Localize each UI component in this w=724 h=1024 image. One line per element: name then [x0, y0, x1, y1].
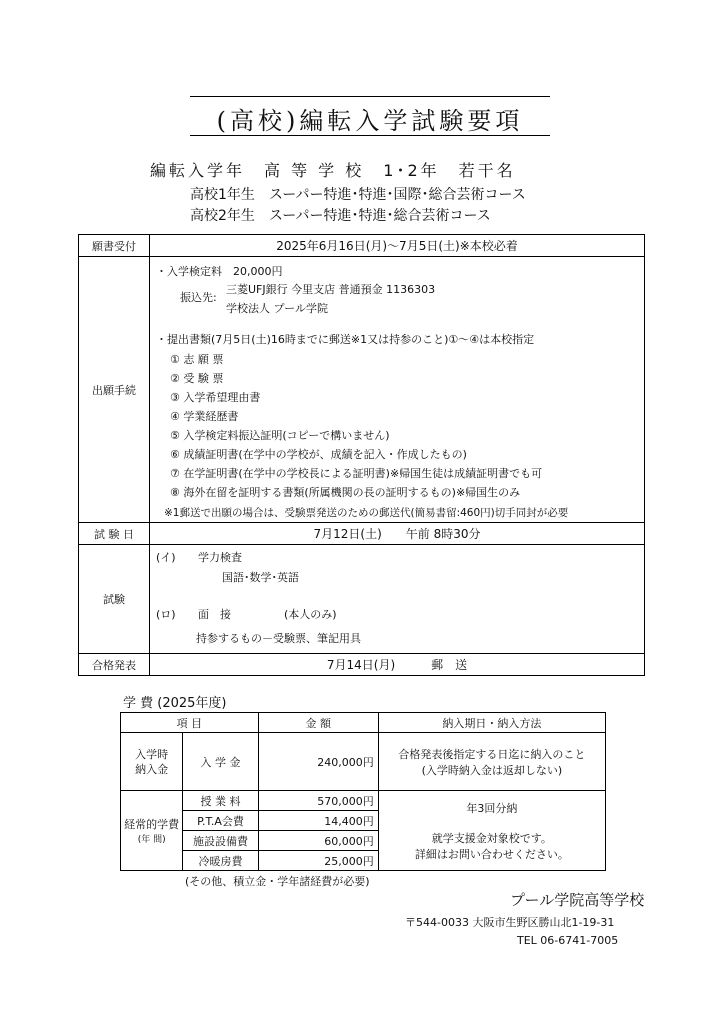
fees-header-item: 項 目	[121, 713, 259, 733]
regular-method: 年3回分納	[466, 801, 518, 815]
fees-heading: 学 費 (2025年度)	[123, 696, 227, 711]
doc-item: ⑤ 入学検定料振込証明(コピーで構いません)	[170, 429, 390, 442]
procedure-cell	[150, 257, 645, 523]
doc-item: ④ 学業経歴書	[170, 410, 239, 423]
exam-a-title: 学力検査	[198, 551, 242, 564]
payee: 学校法人 プール学院	[226, 302, 328, 315]
page-title: (高校)編転入学試験要項	[216, 107, 524, 135]
doc-item: ② 受 験 票	[170, 372, 224, 385]
application-period-value: 2025年6月16日(月)～7月5日(土)※本校必着	[150, 235, 645, 257]
exam-b-detail: (本人のみ)	[284, 608, 337, 621]
entry-category: 入学時 納入金	[121, 733, 183, 791]
title-box	[190, 96, 550, 136]
exam-a-label: (イ)	[156, 551, 176, 564]
exam-date-label: 試 験 日	[79, 523, 150, 545]
regular-period: (年 間)	[137, 835, 166, 845]
result-label: 合格発表	[79, 654, 150, 676]
regular-amount: 570,000円	[258, 791, 378, 811]
school-name: プール学院高等学校	[510, 891, 645, 909]
doc-item: ⑧ 海外在留を証明する書類(所属機関の長の証明するもの)※帰国生のみ	[170, 486, 521, 499]
entry-method: 合格発表後指定する日迄に納入のこと	[398, 747, 586, 761]
admission-table	[78, 234, 645, 676]
application-period-label: 願書受付	[79, 235, 150, 257]
doc-item: ③ 入学希望理由書	[170, 391, 261, 404]
entry-method-note: (入学時納入金は返却しない)	[421, 763, 563, 777]
exam-fee-line: ・入学検定料 20,000円	[156, 265, 283, 278]
regular-method-cell	[378, 791, 605, 871]
fees-table	[120, 712, 606, 871]
documents-heading: ・提出書類(7月5日(土)16時までに郵送※1又は持参のこと)①～④は本校指定	[156, 333, 535, 346]
exam-b-label: (ロ)	[156, 608, 176, 621]
subtitle-line-2: 高校1年生 スーパー特進･特進･国際･総合芸術コース	[190, 187, 526, 203]
exam-cell	[150, 545, 645, 654]
exam-label: 試験	[79, 545, 150, 654]
entry-item: 入 学 金	[183, 733, 258, 791]
regular-item: 施設設備費	[183, 831, 258, 851]
subtitle-line-3: 高校2年生 スーパー特進･特進･総合芸術コース	[190, 208, 491, 224]
exam-date-value: 7月12日(土) 午前 8時30分	[150, 523, 645, 545]
entry-amount: 240,000円	[258, 733, 378, 791]
fees-header-amount: 金 額	[258, 713, 378, 733]
regular-category-cell	[121, 791, 183, 871]
support-note-1: 就学支援金対象校です。	[431, 831, 552, 845]
doc-item: ① 志 願 票	[170, 353, 224, 366]
bank-info: 三菱UFJ銀行 今里支店 普通預金 1136303	[226, 283, 436, 296]
procedure-label: 出願手続	[79, 257, 150, 523]
school-address: 〒544-0033 大阪市生野区勝山北1-19-31	[405, 916, 615, 929]
entry-method-cell	[378, 733, 605, 791]
regular-item: 授 業 料	[183, 791, 258, 811]
fees-header-method: 納入期日・納入方法	[378, 713, 605, 733]
regular-item: 冷暖房費	[183, 851, 258, 871]
mailing-note: ※1郵送で出願の場合は、受験票発送のための郵送代(簡易書留:460円)切手同封が必要	[164, 507, 569, 519]
regular-category: 経常的学費	[124, 818, 180, 831]
subtitle-line-1: 編転入学年 高 等 学 校 1･2年 若干名	[150, 161, 516, 180]
regular-amount: 25,000円	[258, 851, 378, 871]
exam-b-title: 面 接	[198, 608, 231, 621]
fees-footnote: (その他、積立金・学年諸経費が必要)	[185, 875, 370, 888]
exam-a-detail: 国語･数学･英語	[222, 571, 299, 584]
regular-item: P.T.A会費	[183, 811, 258, 831]
doc-item: ⑥ 成績証明書(在学中の学校が、成績を記入・作成したもの)	[170, 448, 467, 461]
doc-item: ⑦ 在学証明書(在学中の学校長による証明書)※帰国生徒は成績証明書でも可	[170, 467, 543, 480]
transfer-label: 振込先:	[180, 291, 217, 304]
bring-items: 持参するもの－受験票、筆記用具	[196, 632, 361, 645]
support-note-2: 詳細はお問い合わせください。	[414, 847, 569, 861]
regular-amount: 14,400円	[258, 811, 378, 831]
school-phone: TEL 06-6741-7005	[517, 934, 619, 947]
regular-amount: 60,000円	[258, 831, 378, 851]
result-value: 7月14日(月) 郵 送	[150, 654, 645, 676]
